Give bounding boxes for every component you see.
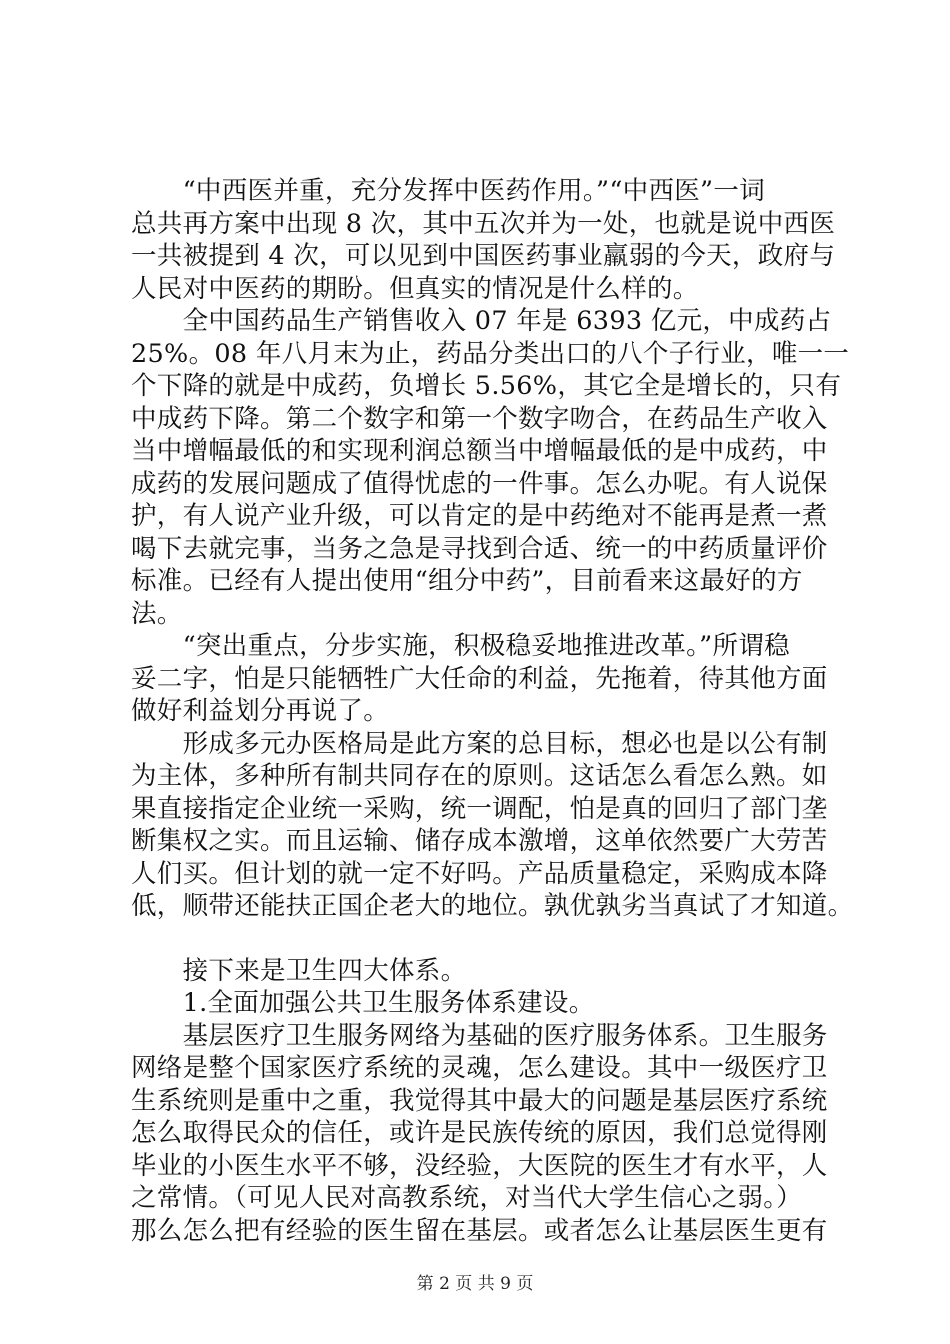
text-line: 标准。已经有人提出使用“组分中药”，目前看来这最好的方	[131, 566, 803, 596]
text-line: 网络是整个国家医疗系统的灵魂，怎么建设。其中一级医疗卫	[131, 1053, 828, 1083]
paragraph-gap	[131, 923, 831, 955]
text-line: 人们买。但计划的就一定不好吗。产品质量稳定，采购成本降	[131, 858, 828, 889]
text-line: 毕业的小医生水平不够，没经验，大医院的医生才有水平，人	[131, 1150, 828, 1181]
text-line: 基层医疗卫生服务网络为基础的医疗服务体系。卫生服务	[131, 1020, 828, 1051]
text-line: 形成多元办医格局是此方案的总目标，想必也是以公有制	[131, 728, 828, 759]
text-line: 人民对中医药的期盼。但真实的情况是什么样的。	[131, 273, 699, 304]
document-body	[131, 175, 854, 1247]
text-line: 怎么取得民众的信任，或许是民族传统的原因，我们总觉得刚	[131, 1118, 828, 1148]
text-line: 中成药下降。第二个数字和第一个数字吻合，在药品生产收入	[131, 403, 828, 434]
text-line: 生系统则是重中之重，我觉得其中最大的问题是基层医疗系统	[131, 1085, 828, 1116]
text-line: 成药的发展问题成了值得忧虑的一件事。怎么办呢。有人说保	[131, 468, 828, 499]
text-line: 喝下去就完事，当务之急是寻找到合适、统一的中药质量评价	[131, 533, 828, 564]
text-line: 个下降的就是中成药，负增长 5.56%，其它全是增长的，只有	[131, 371, 842, 401]
paragraph-block-1	[131, 175, 854, 923]
page-footer: 第 2 页 共 9 页	[416, 1274, 534, 1294]
text-line: 接下来是卫生四大体系。	[131, 955, 467, 986]
text-line: “中西医并重，充分发挥中医药作用。”“中西医”一词	[131, 176, 765, 206]
text-line: 当中增幅最低的和实现利润总额当中增幅最低的是中成药，中	[131, 436, 828, 466]
paragraph-block-2	[131, 955, 831, 1248]
text-line: 一共被提到 4 次，可以见到中国医药事业羸弱的今天，政府与	[131, 241, 836, 271]
text-line: 那么怎么把有经验的医生留在基层。或者怎么让基层医生更有	[131, 1215, 828, 1246]
text-line: 总共再方案中出现 8 次，其中五次并为一处，也就是说中西医	[131, 208, 836, 239]
text-line: 护，有人说产业升级，可以肯定的是中药绝对不能再是煮一煮	[131, 501, 828, 531]
text-line: 为主体，多种所有制共同存在的原则。这话怎么看怎么熟。如	[131, 761, 828, 791]
text-line: 妥二字，怕是只能牺牲广大任命的利益，先拖着，待其他方面	[131, 663, 828, 694]
text-line: 果直接指定企业统一采购，统一调配，怕是真的回归了部门垄	[131, 793, 828, 824]
text-line: 25%。08 年八月末为止，药品分类出口的八个子行业，唯一一	[131, 338, 850, 369]
text-line: 之常情。（可见人民对高教系统，对当代大学生信心之弱。）	[131, 1183, 803, 1213]
text-line: 低，顺带还能扶正国企老大的地位。孰优孰劣当真试了才知道。	[131, 891, 854, 921]
text-line: 1.全面加强公共卫生服务体系建设。	[131, 988, 595, 1018]
text-line: “突出重点，分步实施，积极稳妥地推进改革。”所谓稳	[131, 631, 790, 661]
text-line: 做好利益划分再说了。	[131, 696, 390, 726]
text-line: 全中国药品生产销售收入 07 年是 6393 亿元，中成药占	[131, 306, 832, 336]
text-line: 断集权之实。而且运输、储存成本激增，这单依然要广大劳苦	[131, 826, 828, 856]
text-line: 法。	[131, 598, 183, 629]
